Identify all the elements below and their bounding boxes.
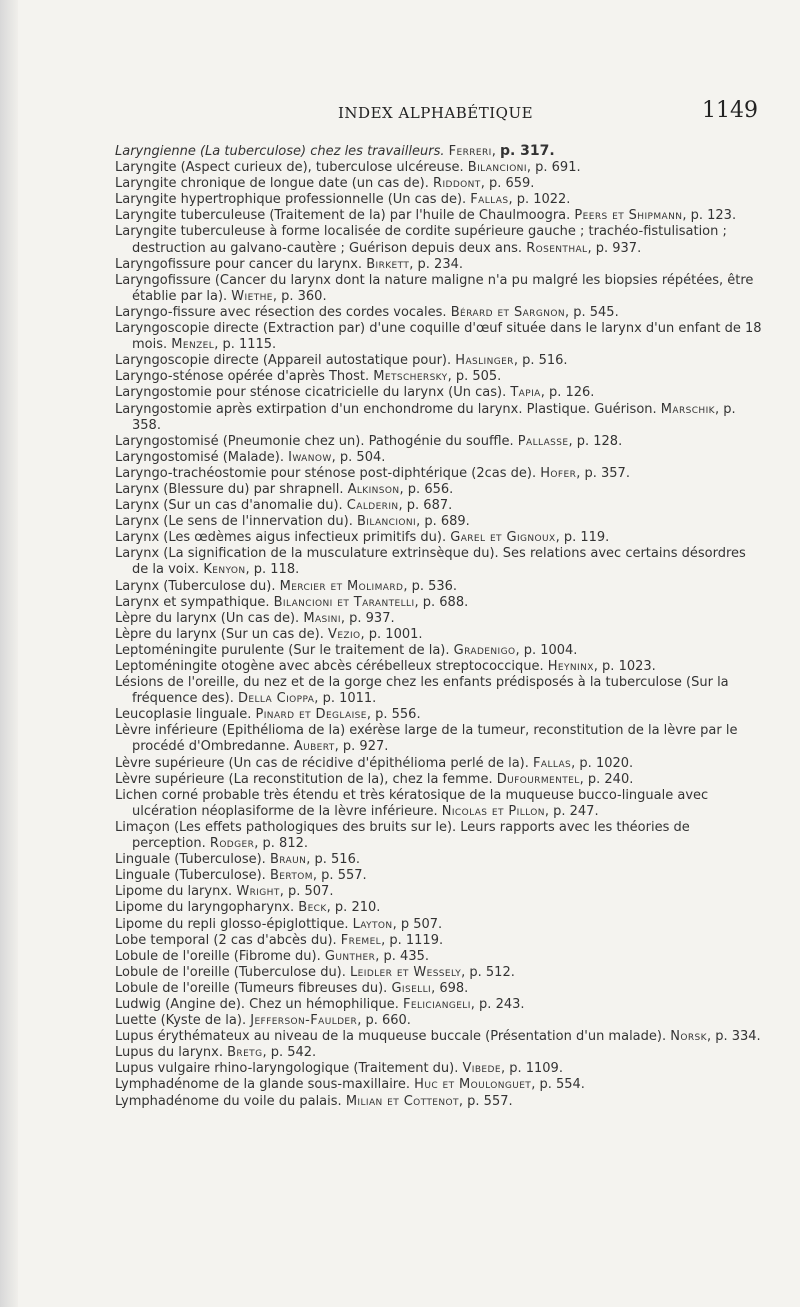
entry-authors: Alkinson (347, 481, 400, 497)
index-entry: Larynx et sympathique. Bilancioni et Tarantelli, p. 688. (115, 594, 469, 610)
entry-text: Lymphadénome de la glande sous-maxillaire. (115, 1077, 411, 1093)
index-entry: Laryngite hypertrophique professionnelle (Un cas de). Fallas, p. 1022. (115, 192, 571, 208)
entry-text: Larynx et sympathique. (115, 594, 270, 610)
entry-text: Lobule de l'oreille (Tumeurs fibreuses du). (115, 980, 388, 996)
entry-authors: Gradenigo (453, 642, 516, 658)
entry-text: Laryngienne (La tuberculose) chez les travailleurs. (115, 144, 445, 159)
entry-page-ref: 698. (439, 980, 469, 996)
index-entry: Larynx (Les œdèmes aigus infectieux primitifs du). Garel et Gignoux, p. 119. (115, 530, 610, 546)
entry-page-ref: p. 512. (469, 964, 515, 980)
entry-authors: Rosenthal (526, 240, 588, 256)
entry-authors: Birkett (366, 256, 410, 272)
entry-text: Larynx (Les œdèmes aigus infectieux primitifs du). (115, 530, 447, 546)
entry-authors: Bretg (227, 1045, 263, 1061)
entry-page-ref: p. 317. (499, 143, 555, 159)
index-entry: Laryngostomisé (Pneumonie chez un). Pathogénie du souffle. Pallasse, p. 128. (115, 433, 623, 449)
entry-authors: Braun (269, 852, 307, 868)
entry-page-ref: p. 688. (422, 594, 469, 610)
entry-authors: Beck (298, 900, 327, 916)
entry-page-ref: p. 656. (407, 481, 454, 497)
index-entry: Leptoméningite otogène avec abcès cérébelleux streptococcique. Heyninx, p. 1023. (115, 659, 656, 674)
index-entry: Laryngo-sténose opérée d'après Thost. Metschersky, p. 505. (115, 369, 502, 385)
entry-authors: Garel et Gignoux (450, 530, 556, 546)
index-entry: Luette (Kyste de la). Jefferson-Faulder, p. 660. (115, 1013, 411, 1029)
entry-text: Lèvre inférieure (Epithélioma de la) exérèse large de la tumeur, reconstitution de la lèvre par le procédé d'Ombredanne. (115, 723, 738, 755)
index-entry: Larynx (Le sens de l'innervation du). Bilancioni, p. 689. (115, 514, 470, 530)
entry-text: Lupus du larynx. (115, 1045, 223, 1061)
index-entry: Lupus vulgaire rhino-laryngologique (Traitement du). Vibede, p. 1109. (115, 1061, 563, 1077)
entry-authors: Fallas (533, 755, 572, 771)
entry-authors: Huc et Moulonguet (414, 1077, 532, 1093)
entry-page-ref: p. 507. (287, 884, 334, 900)
index-entry: Lupus du larynx. Bretg, p. 542. (115, 1045, 317, 1061)
entry-authors: Giselli (391, 980, 432, 996)
entry-authors: Rodger (209, 836, 255, 852)
entry-text: Linguale (Tuberculose). (115, 852, 266, 868)
entry-page-ref: p. 516. (522, 353, 568, 369)
index-entry: Lymphadénome de la glande sous-maxillaire. Huc et Moulonguet, p. 554. (115, 1077, 585, 1093)
entry-authors: Milian et Cottenot (345, 1093, 459, 1109)
index-entry: Lobule de l'oreille (Tumeurs fibreuses du). Giselli, 698. (115, 980, 469, 996)
entry-page-ref: p. 1011. (322, 691, 377, 707)
entry-page-ref: p. 243. (479, 996, 525, 1012)
entry-text: Lobe temporal (2 cas d'abcès du). (115, 932, 337, 948)
entry-authors: Della Cioppa (238, 691, 315, 707)
index-entry: Laryngite tuberculeuse (Traitement de la) par l'huile de Chaulmoogra. Peers et Shipmann, p. 123. (115, 208, 737, 224)
index-entry: Lipome du repli glosso-épiglottique. Layton, p 507. (115, 916, 443, 932)
entry-text: Larynx (Le sens de l'innervation du). (115, 514, 353, 530)
entry-text: Lèvre supérieure (Un cas de récidive d'épithélioma perlé de la). (115, 755, 529, 771)
entry-text: Laryngo-sténose opérée d'après Thost. (115, 369, 370, 385)
index-entry: Leucoplasie linguale. Pinard et Deglaise, p. 556. (115, 707, 421, 723)
index-entry: Laryngite (Aspect curieux de), tuberculose ulcéreuse. Bilancioni, p. 691. (115, 160, 581, 176)
entry-authors: Bérard et Sargnon (450, 304, 565, 320)
entry-page-ref: p. 128. (576, 433, 623, 449)
index-entry: Laryngofissure (Cancer du larynx dont la nature maligne n'a pu malgré les biopsies répétées, être établie par la). Wiethe, p. 360. (115, 272, 754, 304)
entry-page-ref: p. 234. (417, 256, 463, 272)
entry-text: Lymphadénome du voile du palais. (115, 1093, 342, 1109)
index-entry: Laryngostomie après extirpation d'un enchondrome du larynx. Plastique. Guérison. Marschik, p. 358. (115, 401, 736, 433)
index-entry: Laryngite tuberculeuse à forme localisée de cordite supérieure gauche ; trachéo-fistulisation ; destruction au galvano-cautère ; Guérison depuis deux ans. Rosenthal, p. 937. (115, 224, 727, 256)
entry-page-ref: p. 123. (690, 208, 737, 224)
entry-page-ref: p. 927. (342, 739, 389, 755)
index-entry: Lipome du laryngopharynx. Beck, p. 210. (115, 900, 381, 916)
entry-authors: Vibede (462, 1061, 501, 1077)
entry-page-ref: p. 545. (573, 304, 619, 320)
entry-text: Leptoméningite purulente (Sur le traitement de la). (115, 642, 450, 658)
entry-page-ref: p. 126. (548, 385, 595, 401)
entry-authors: Ferreri (448, 144, 492, 159)
entry-text: Luette (Kyste de la). (115, 1013, 247, 1029)
index-entry: Lèpre du larynx (Un cas de). Masini, p. 937. (115, 610, 395, 626)
entry-authors: Riddont (433, 176, 481, 192)
index-entry: Laryngienne (La tuberculose) chez les travailleurs. Ferreri, p. 317. (115, 143, 555, 159)
entry-page-ref: p. 357. (584, 465, 630, 481)
index-entry: Lobule de l'oreille (Tuberculose du). Leidler et Wessely, p. 512. (115, 964, 515, 980)
entry-text: Laryngostomie après extirpation d'un enchondrome du larynx. Plastique. Guérison. (115, 401, 657, 417)
index-entry: Linguale (Tuberculose). Braun, p. 516. (115, 852, 360, 868)
entry-text: Laryngofissure pour cancer du larynx. (115, 256, 363, 272)
entry-page-ref: p. 358. (132, 401, 736, 433)
index-entry: Laryngo-trachéostomie pour sténose post-diphtérique (2cas de). Hofer, p. 357. (115, 465, 630, 481)
entry-authors: Heyninx (547, 659, 594, 674)
index-entry: Leptoméningite purulente (Sur le traitement de la). Gradenigo, p. 1004. (115, 642, 578, 658)
entry-page-ref: p. 504. (339, 449, 386, 465)
index-entry: Larynx (Blessure du) par shrapnell. Alkinson, p. 656. (115, 481, 454, 497)
entry-text: Lupus érythémateux au niveau de la muqueuse buccale (Présentation d'un malade). (115, 1029, 667, 1045)
entry-page-ref: p. 812. (262, 836, 308, 852)
entry-page-ref: p. 1023. (602, 659, 656, 674)
entry-page-ref: p. 556. (375, 707, 421, 723)
page-shadow-edge (0, 0, 18, 1307)
entry-text: Lésions de l'oreille, du nez et de la gorge chez les enfants prédisposés à la tuberculose (Sur la fréquence des). (115, 675, 729, 707)
entry-text: Linguale (Tuberculose). (115, 868, 266, 884)
entry-text: Laryngo-trachéostomie pour sténose post-diphtérique (2cas de). (115, 465, 537, 481)
entry-page-ref: p. 691. (535, 160, 581, 176)
index-entry: Lèvre supérieure (Un cas de récidive d'épithélioma perlé de la). Fallas, p. 1020. (115, 755, 634, 771)
index-entry: Lèvre supérieure (La reconstitution de la), chez la femme. Dufourmentel, p. 240. (115, 771, 634, 787)
entry-text: Larynx (Tuberculose du). (115, 578, 276, 594)
entry-authors: Wiethe (231, 288, 273, 304)
entry-authors: Bilancioni et Tarantelli (273, 594, 415, 610)
entry-authors: Bertom (269, 868, 313, 884)
entry-text: Laryngoscopie directe (Extraction par) d'une coquille d'œuf située dans le larynx d'un enfant de 18 mois. (115, 321, 762, 353)
entry-text: Laryngostomie pour sténose cicatricielle du larynx (Un cas). (115, 385, 507, 401)
running-header (108, 98, 758, 128)
entry-text: Lèpre du larynx (Un cas de). (115, 610, 300, 626)
entry-page-ref: p. 557. (321, 868, 367, 884)
entry-text: Ludwig (Angine de). Chez un hémophilique. (115, 996, 399, 1012)
index-entry: Laryngite chronique de longue date (un cas de). Riddont, p. 659. (115, 176, 535, 192)
entry-authors: Wright (236, 884, 280, 900)
entry-text: Laryngite hypertrophique professionnelle (Un cas de). (115, 192, 467, 208)
entry-authors: Marschik (660, 401, 715, 417)
entry-text: Laryngoscopie directe (Appareil autostatique pour). (115, 353, 452, 369)
entry-page-ref: p. 937. (595, 240, 642, 256)
entry-text: Lobule de l'oreille (Fibrome du). (115, 948, 321, 964)
index-entry: Lèvre inférieure (Epithélioma de la) exérèse large de la tumeur, reconstitution de la lèvre par le procédé d'Ombredanne. Aubert, p. 927. (115, 723, 738, 755)
entry-text: Larynx (Sur un cas d'anomalie du). (115, 498, 343, 514)
index-entry: Lupus érythémateux au niveau de la muqueuse buccale (Présentation d'un malade). Norsk, p. 334. (115, 1029, 761, 1045)
entry-text: Lèpre du larynx (Sur un cas de). (115, 626, 324, 642)
entry-authors: Dufourmentel (496, 771, 580, 787)
entry-text: Lipome du repli glosso-épiglottique. (115, 916, 349, 932)
entry-page-ref: p. 247. (553, 803, 599, 819)
entry-authors: Layton (352, 916, 393, 932)
entry-text: Laryngite chronique de longue date (un cas de). (115, 176, 429, 192)
entry-page-ref: p. 505. (455, 369, 502, 385)
entry-authors: Fallas (470, 192, 509, 208)
entry-authors: Pinard et Deglaise (255, 707, 367, 723)
entry-text: Lèvre supérieure (La reconstitution de la), chez la femme. (115, 771, 493, 787)
entry-page-ref: p. 1020. (579, 755, 634, 771)
entry-authors: Aubert (293, 739, 335, 755)
index-entry: Lésions de l'oreille, du nez et de la gorge chez les enfants prédisposés à la tuberculose (Sur la fréquence des). Della Cioppa, p. 1011. (115, 675, 729, 707)
entry-text: Leptoméningite otogène avec abcès cérébelleux streptococcique. (115, 659, 544, 674)
entry-page-ref: p. 119. (563, 530, 610, 546)
entry-authors: Menzel (171, 337, 215, 353)
index-entry: Lèpre du larynx (Sur un cas de). Vezio, p. 1001. (115, 626, 423, 642)
index-entry: Laryngoscopie directe (Appareil autostatique pour). Haslinger, p. 516. (115, 353, 568, 369)
entry-authors: Jefferson-Faulder (250, 1013, 358, 1029)
entry-authors: Nicolas et Pillon (441, 803, 545, 819)
entry-page-ref: p. 937. (349, 610, 395, 626)
entry-page-ref: p. 1119. (389, 932, 444, 948)
entry-authors: Kenyon (203, 562, 246, 578)
entry-page-ref: p. 334. (715, 1029, 761, 1045)
entry-authors: Leidler et Wessely (350, 964, 462, 980)
index-entry: Lipome du larynx. Wright, p. 507. (115, 884, 334, 900)
entry-text: Laryngite (Aspect curieux de), tuberculose ulcéreuse. (115, 160, 464, 176)
entry-page-ref: p. 1115. (222, 337, 277, 353)
entry-text: Laryngite tuberculeuse (Traitement de la) par l'huile de Chaulmoogra. (115, 208, 571, 224)
entry-authors: Peers et Shipmann (574, 208, 683, 224)
entry-page-ref: p. 360. (281, 288, 327, 304)
entry-text: Lobule de l'oreille (Tuberculose du). (115, 964, 346, 980)
entry-page-ref: p. 1001. (368, 626, 423, 642)
index-entry: Larynx (Sur un cas d'anomalie du). Calderin, p. 687. (115, 498, 453, 514)
entry-authors: Calderin (346, 498, 399, 514)
entry-authors: Mercier et Molimard (279, 578, 404, 594)
entry-page-ref: p. 1109. (509, 1061, 563, 1077)
index-entry: Ludwig (Angine de). Chez un hémophilique. Feliciangeli, p. 243. (115, 996, 525, 1012)
header-title: INDEX ALPHABÉTIQUE (338, 104, 534, 122)
index-entry: Limaçon (Les effets pathologiques des bruits sur le). Leurs rapports avec les théories de perception. Rodger, p. 812. (115, 819, 690, 852)
entry-page-ref: p. 516. (314, 852, 360, 868)
entry-text: Leucoplasie linguale. (115, 707, 252, 723)
entry-authors: Fremel (340, 932, 382, 948)
entry-text: Laryngostomisé (Malade). (115, 449, 284, 465)
entry-authors: Metschersky (373, 369, 448, 385)
entry-authors: Hofer (540, 465, 577, 481)
index-entry: Larynx (La signification de la musculature extrinsèque du). Ses relations avec certains désordres de la voix. Kenyon, p. 118. (115, 546, 746, 578)
entry-authors: Masini (303, 610, 341, 626)
entry-authors: Norsk (670, 1029, 707, 1045)
index-entries (115, 143, 765, 1110)
entry-page-ref: p. 435. (383, 948, 429, 964)
entry-page-ref: p. 536. (411, 578, 458, 594)
entry-page-ref: p. 687. (406, 498, 453, 514)
index-entry: Lichen corné probable très étendu et très kératosique de la muqueuse bucco-linguale avec ulcération néoplasiforme de la lèvre inférieure. Nicolas et Pillon, p. 247. (115, 787, 709, 819)
entry-page-ref: p. 240. (587, 771, 634, 787)
index-entry: Lobe temporal (2 cas d'abcès du). Fremel, p. 1119. (115, 932, 444, 948)
entry-text: Larynx (Blessure du) par shrapnell. (115, 481, 344, 497)
entry-page-ref: p. 689. (424, 514, 470, 530)
entry-text: Lichen corné probable très étendu et très kératosique de la muqueuse bucco-linguale avec ulcération néoplasiforme de la lèvre inférieure. (115, 787, 709, 819)
entry-authors: Tapia (510, 385, 541, 401)
entry-authors: Vezio (328, 626, 361, 642)
entry-text: Laryngo-fissure avec résection des cordes vocales. (115, 304, 447, 320)
entry-authors: Feliciangeli (402, 996, 471, 1012)
index-entry: Larynx (Tuberculose du). Mercier et Molimard, p. 536. (115, 578, 458, 594)
index-entry: Lymphadénome du voile du palais. Milian et Cottenot, p. 557. (115, 1093, 513, 1109)
entry-text: Lipome du larynx. (115, 884, 233, 900)
entry-authors: Haslinger (455, 353, 514, 369)
entry-authors: Pallasse (517, 433, 569, 449)
index-entry: Laryngostomisé (Malade). Iwanow, p. 504. (115, 449, 386, 465)
entry-page-ref: p. 118. (253, 562, 300, 578)
entry-page-ref: p. 542. (270, 1045, 317, 1061)
index-entry: Linguale (Tuberculose). Bertom, p. 557. (115, 868, 367, 884)
entry-text: Limaçon (Les effets pathologiques des bruits sur le). Leurs rapports avec les théories de perception. (115, 819, 690, 852)
entry-authors: Bilancioni (356, 514, 417, 530)
entry-text: Lipome du laryngopharynx. (115, 900, 295, 916)
index-entry: Lobule de l'oreille (Fibrome du). Gunther, p. 435. (115, 948, 429, 964)
entry-page-ref: p. 557. (467, 1093, 513, 1109)
entry-page-ref: p. 1004. (523, 642, 578, 658)
entry-page-ref: p. 554. (539, 1077, 585, 1093)
entry-page-ref: p. 660. (365, 1013, 411, 1029)
entry-text: Lupus vulgaire rhino-laryngologique (Traitement du). (115, 1061, 459, 1077)
entry-text: Laryngostomisé (Pneumonie chez un). Pathogénie du souffle. (115, 433, 514, 449)
index-entry: Laryngo-fissure avec résection des cordes vocales. Bérard et Sargnon, p. 545. (115, 304, 619, 320)
entry-page-ref: p 507. (400, 916, 443, 932)
index-entry: Laryngofissure pour cancer du larynx. Birkett, p. 234. (115, 256, 463, 272)
entry-authors: Gunther (324, 948, 376, 964)
entry-page-ref: p. 210. (334, 900, 381, 916)
entry-authors: Iwanow (288, 449, 332, 465)
entry-authors: Bilancioni (467, 160, 527, 176)
entry-page-ref: p. 659. (488, 176, 535, 192)
index-entry: Laryngostomie pour sténose cicatricielle du larynx (Un cas). Tapia, p. 126. (115, 385, 595, 401)
page-number: 1149 (702, 98, 758, 123)
entry-text: Larynx (La signification de la musculature extrinsèque du). Ses relations avec certains désordres de la voix. (115, 546, 746, 578)
index-entry: Laryngoscopie directe (Extraction par) d'une coquille d'œuf située dans le larynx d'un enfant de 18 mois. Menzel, p. 1115. (115, 321, 762, 353)
entry-text: Laryngite tuberculeuse à forme localisée de cordite supérieure gauche ; trachéo-fistulisation ; destruction au galvano-cautère ; Guérison depuis deux ans. (115, 224, 727, 256)
entry-page-ref: p. 1022. (516, 192, 571, 208)
entry-text: Laryngofissure (Cancer du larynx dont la nature maligne n'a pu malgré les biopsies répétées, être établie par la). (115, 272, 754, 304)
